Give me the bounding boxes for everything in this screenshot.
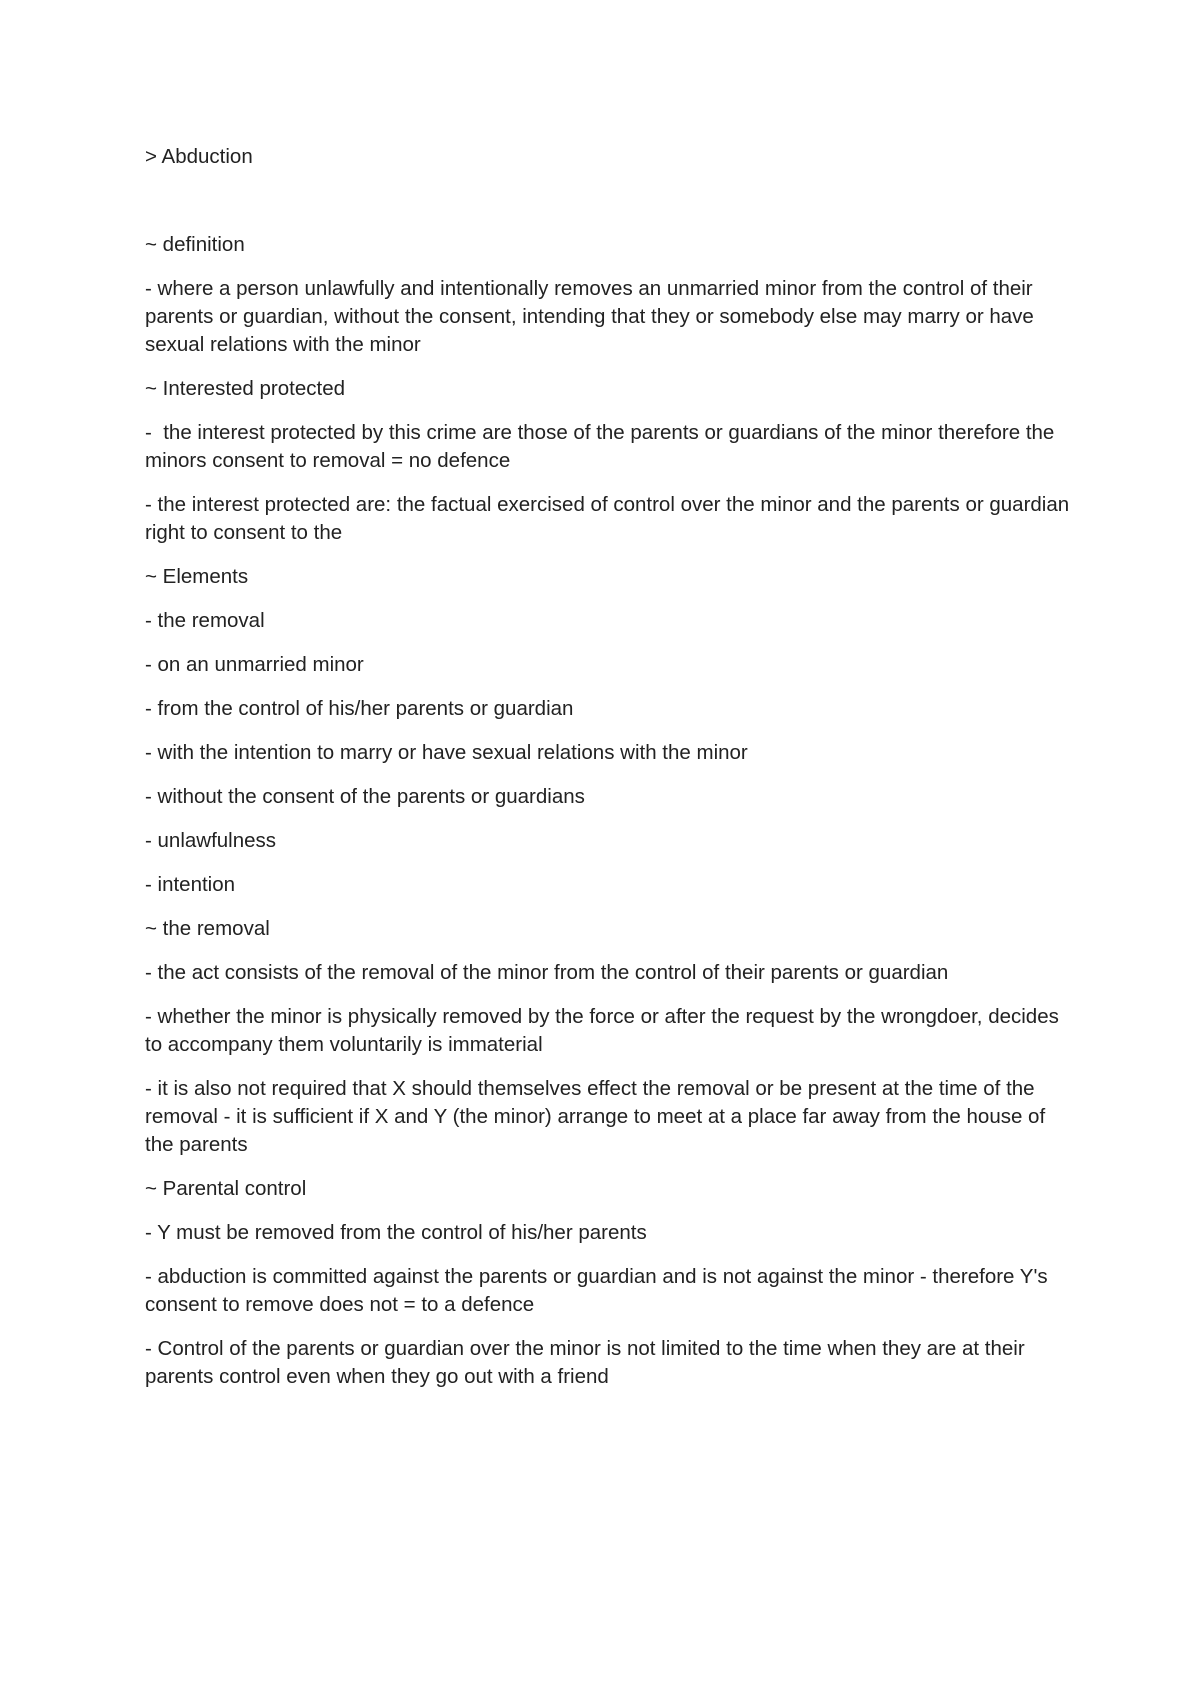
document-body bbox=[145, 143, 1075, 1407]
paragraph: - the act consists of the removal of the minor from the control of their parents or guardian bbox=[145, 961, 949, 984]
section-heading-elements: ~ Elements bbox=[145, 565, 249, 588]
list-item: - from the control of his/her parents or guardian bbox=[145, 697, 574, 720]
section-heading-interest-protected: ~ Interested protected bbox=[145, 377, 346, 400]
list-item: - unlawfulness bbox=[145, 829, 277, 852]
list-item: - on an unmarried minor bbox=[145, 653, 364, 676]
list-item: - without the consent of the parents or guardians bbox=[145, 785, 585, 808]
paragraph: - the interest protected by this crime are those of the parents or guardians of the minor therefore the minors consent to removal = no defence bbox=[145, 421, 1061, 472]
paragraph: - where a person unlawfully and intentionally removes an unmarried minor from the control of their parents or guardian, without the consent, intending that they or somebody else may marry or have sexual relations with the minor bbox=[145, 277, 1040, 356]
section-heading-parental-control: ~ Parental control bbox=[145, 1177, 307, 1200]
list-item: - intention bbox=[145, 873, 236, 896]
paragraph: - abduction is committed against the parents or guardian and is not against the minor - therefore Y's consent to remove does not = to a defence bbox=[145, 1265, 1054, 1316]
paragraph: - it is also not required that X should themselves effect the removal or be present at the time of the removal - it is sufficient if X and Y (the minor) arrange to meet at a place far away from the house of the parents bbox=[145, 1077, 1051, 1156]
paragraph: - whether the minor is physically removed by the force or after the request by the wrongdoer, decides to accompany them voluntarily is immaterial bbox=[145, 1005, 1065, 1056]
paragraph: - the interest protected are: the factual exercised of control over the minor and the parents or guardian right to consent to the bbox=[145, 493, 1075, 544]
paragraph: - Control of the parents or guardian over the minor is not limited to the time when they are at their parents control even when they go out with a friend bbox=[145, 1337, 1031, 1388]
section-heading-the-removal: ~ the removal bbox=[145, 917, 270, 940]
section-heading-definition: ~ definition bbox=[145, 233, 245, 256]
list-item: - with the intention to marry or have sexual relations with the minor bbox=[145, 741, 748, 764]
list-item: - the removal bbox=[145, 609, 265, 632]
document-title: > Abduction bbox=[145, 145, 253, 168]
paragraph: - Y must be removed from the control of his/her parents bbox=[145, 1221, 647, 1244]
